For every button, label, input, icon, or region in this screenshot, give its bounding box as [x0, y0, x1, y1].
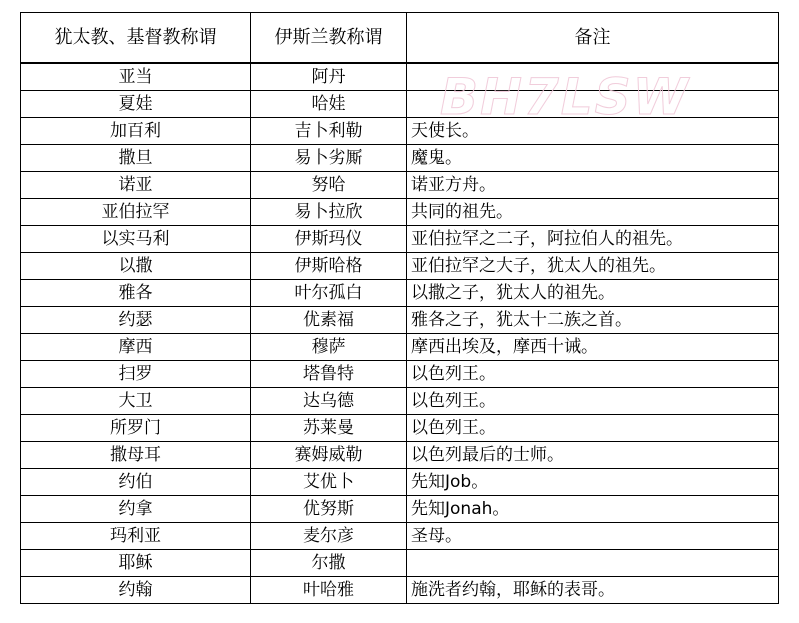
table-row: [21, 199, 779, 226]
judeo-christian-name-cell: 大卫: [21, 388, 251, 415]
islamic-name-cell: 哈娃: [251, 91, 407, 118]
names-table-container: [20, 12, 778, 605]
judeo-christian-name-cell: 约翰: [21, 577, 251, 604]
header-judeo-christian: 犹太教、基督教称谓: [21, 13, 251, 64]
note-cell: 以色列王。: [407, 388, 779, 415]
islamic-name-cell: 伊斯哈格: [251, 253, 407, 280]
islamic-name-cell: 易卜劣厮: [251, 145, 407, 172]
judeo-christian-name-cell: 雅各: [21, 280, 251, 307]
note-cell: 雅各之子，犹太十二族之首。: [407, 307, 779, 334]
islamic-name-cell: 赛姆威勒: [251, 442, 407, 469]
note-cell: [407, 91, 779, 118]
note-cell: 摩西出埃及，摩西十诫。: [407, 334, 779, 361]
table-row: [21, 172, 779, 199]
note-cell: 施洗者约翰，耶稣的表哥。: [407, 577, 779, 604]
islamic-name-cell: 艾优卜: [251, 469, 407, 496]
judeo-christian-name-cell: 玛利亚: [21, 523, 251, 550]
note-cell: 以色列最后的士师。: [407, 442, 779, 469]
table-row: [21, 577, 779, 604]
judeo-christian-name-cell: 以实马利: [21, 226, 251, 253]
watermark: BH7LSW: [440, 68, 690, 126]
table-body: [21, 63, 779, 604]
table-row: [21, 307, 779, 334]
islamic-name-cell: 易卜拉欣: [251, 199, 407, 226]
table-row: [21, 442, 779, 469]
note-cell: [407, 550, 779, 577]
judeo-christian-name-cell: 亚伯拉罕: [21, 199, 251, 226]
table-row: [21, 145, 779, 172]
table-row: [21, 415, 779, 442]
judeo-christian-name-cell: 耶稣: [21, 550, 251, 577]
table-row: [21, 469, 779, 496]
note-cell: 圣母。: [407, 523, 779, 550]
names-comparison-table: [20, 12, 779, 604]
judeo-christian-name-cell: 撒母耳: [21, 442, 251, 469]
table-row: [21, 91, 779, 118]
table-row: [21, 280, 779, 307]
judeo-christian-name-cell: 扫罗: [21, 361, 251, 388]
table-row: [21, 118, 779, 145]
islamic-name-cell: 优努斯: [251, 496, 407, 523]
judeo-christian-name-cell: 所罗门: [21, 415, 251, 442]
table-row: [21, 496, 779, 523]
note-cell: 先知Job。: [407, 469, 779, 496]
islamic-name-cell: 努哈: [251, 172, 407, 199]
judeo-christian-name-cell: 约瑟: [21, 307, 251, 334]
islamic-name-cell: 达乌德: [251, 388, 407, 415]
table-row: [21, 226, 779, 253]
islamic-name-cell: 苏莱曼: [251, 415, 407, 442]
note-cell: 共同的祖先。: [407, 199, 779, 226]
table-header-row: [21, 13, 779, 64]
table-row: [21, 253, 779, 280]
islamic-name-cell: 尔撒: [251, 550, 407, 577]
islamic-name-cell: 麦尔彦: [251, 523, 407, 550]
judeo-christian-name-cell: 摩西: [21, 334, 251, 361]
judeo-christian-name-cell: 诺亚: [21, 172, 251, 199]
header-islamic: 伊斯兰教称谓: [251, 13, 407, 64]
islamic-name-cell: 阿丹: [251, 63, 407, 91]
table-row: [21, 63, 779, 91]
note-cell: 以色列王。: [407, 415, 779, 442]
table-row: [21, 523, 779, 550]
judeo-christian-name-cell: 以撒: [21, 253, 251, 280]
table-row: [21, 334, 779, 361]
note-cell: 先知Jonah。: [407, 496, 779, 523]
note-cell: 以撒之子，犹太人的祖先。: [407, 280, 779, 307]
note-cell: 魔鬼。: [407, 145, 779, 172]
islamic-name-cell: 叶哈雅: [251, 577, 407, 604]
note-cell: 亚伯拉罕之大子，犹太人的祖先。: [407, 253, 779, 280]
judeo-christian-name-cell: 亚当: [21, 63, 251, 91]
judeo-christian-name-cell: 加百利: [21, 118, 251, 145]
note-cell: [407, 63, 779, 91]
note-cell: 诺亚方舟。: [407, 172, 779, 199]
note-cell: 以色列王。: [407, 361, 779, 388]
islamic-name-cell: 伊斯玛仪: [251, 226, 407, 253]
table-row: [21, 361, 779, 388]
islamic-name-cell: 叶尔孤白: [251, 280, 407, 307]
judeo-christian-name-cell: 约伯: [21, 469, 251, 496]
table-row: [21, 550, 779, 577]
islamic-name-cell: 吉卜利勒: [251, 118, 407, 145]
header-notes: 备注: [407, 13, 779, 64]
table-row: [21, 388, 779, 415]
judeo-christian-name-cell: 夏娃: [21, 91, 251, 118]
judeo-christian-name-cell: 撒旦: [21, 145, 251, 172]
islamic-name-cell: 穆萨: [251, 334, 407, 361]
islamic-name-cell: 塔鲁特: [251, 361, 407, 388]
islamic-name-cell: 优素福: [251, 307, 407, 334]
judeo-christian-name-cell: 约拿: [21, 496, 251, 523]
note-cell: 亚伯拉罕之二子，阿拉伯人的祖先。: [407, 226, 779, 253]
note-cell: 天使长。: [407, 118, 779, 145]
